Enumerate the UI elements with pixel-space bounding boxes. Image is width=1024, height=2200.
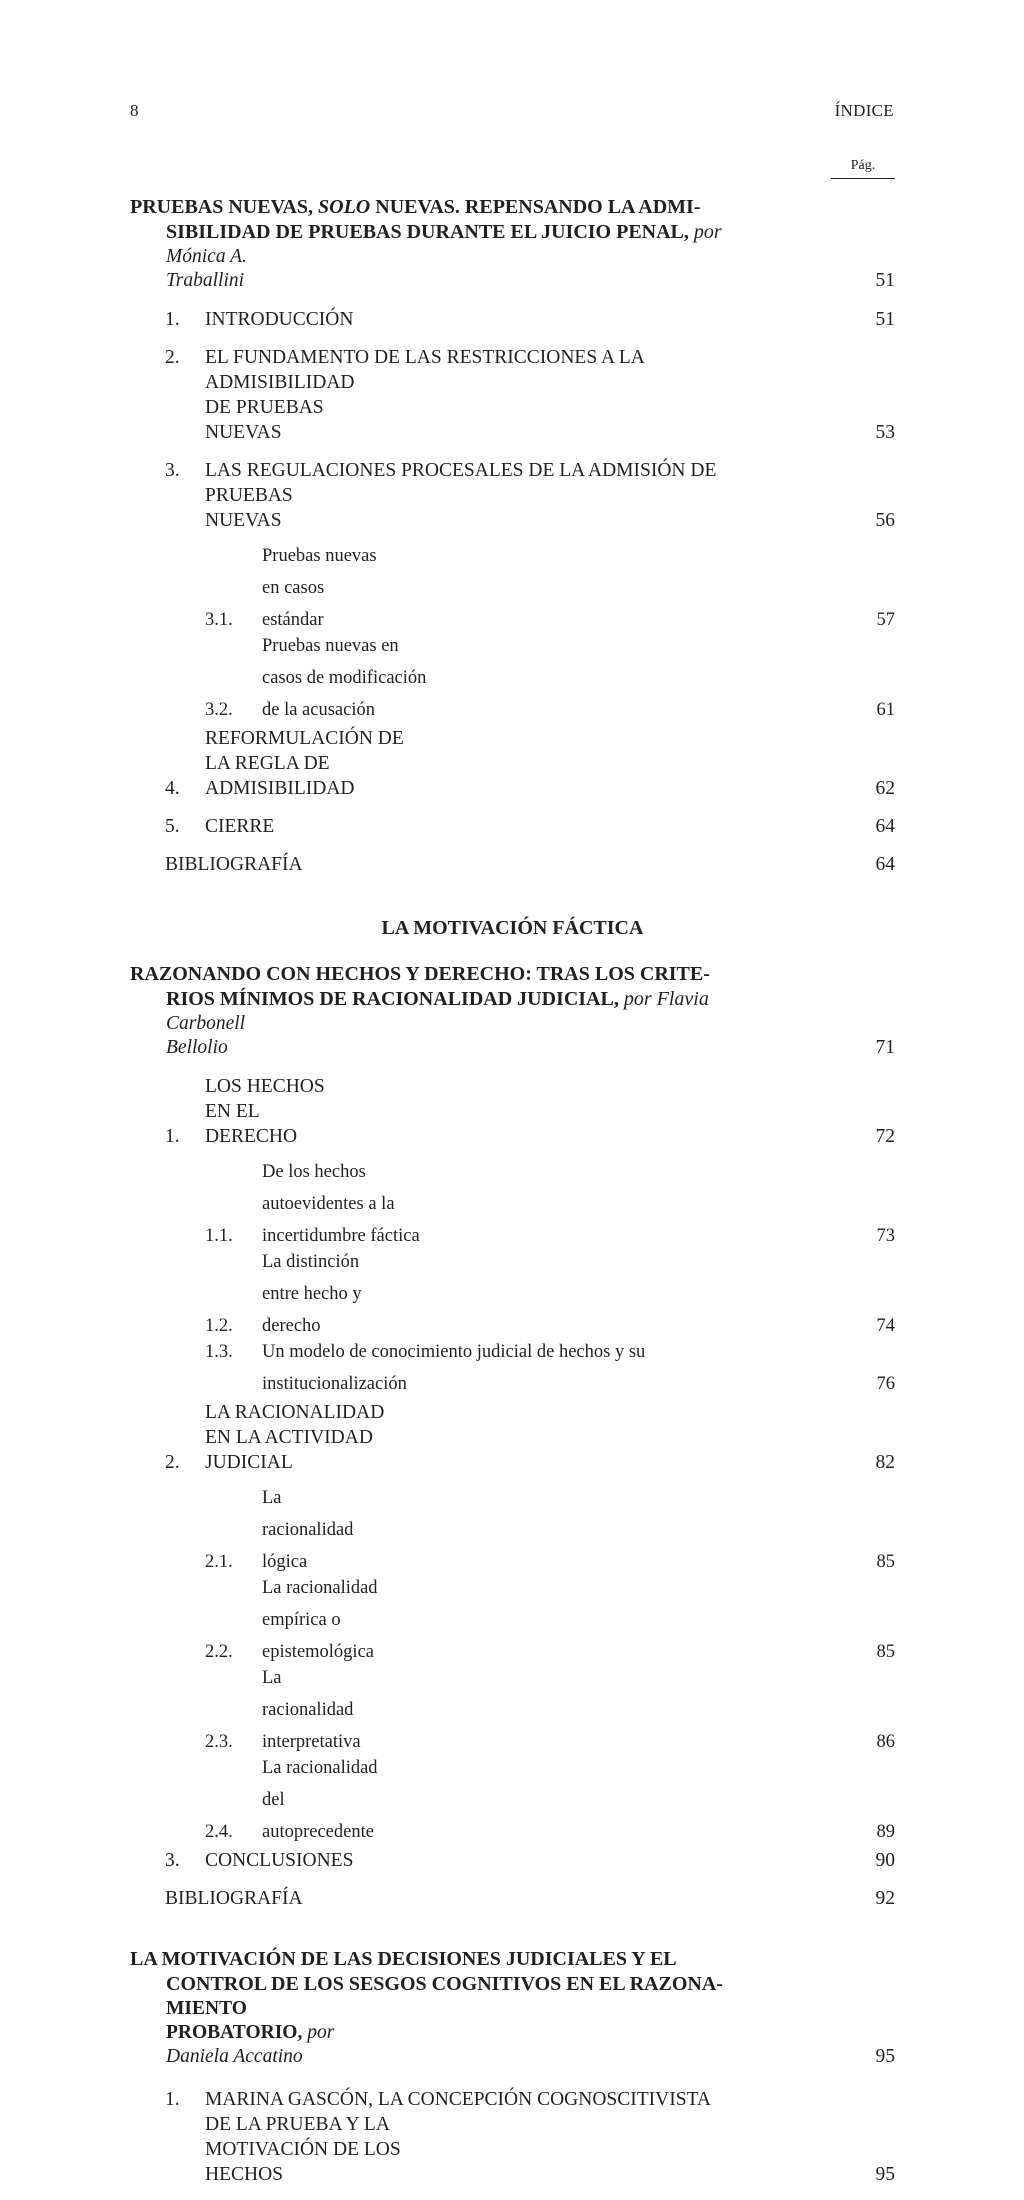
- page-ref: 57: [876, 610, 895, 630]
- toc-subentry[interactable]: [130, 630, 895, 726]
- entry-title: La racionalidad del autoprecedente: [262, 1758, 378, 1842]
- article-title-line: CONTROL DE LOS SESGOS COGNITIVOS EN EL RAZONA-: [166, 1973, 723, 1995]
- dot-leader: [383, 426, 822, 440]
- page-ref: 95: [875, 2164, 895, 2185]
- toc-entry-article[interactable]: [130, 245, 895, 293]
- toc-subentry[interactable]: [130, 1336, 895, 1400]
- dot-leader: [353, 1130, 822, 1144]
- section-heading: LA MOTIVACIÓN FÁCTICA: [381, 917, 644, 939]
- entry-number: 1.2.: [205, 1316, 233, 1336]
- entry-number: 2.: [165, 1452, 180, 1473]
- table-of-contents: [130, 195, 895, 2200]
- entry-number: 1.: [165, 1126, 180, 1147]
- entry-number: 2.2.: [205, 1642, 233, 1662]
- page-ref: 85: [876, 1552, 895, 1572]
- entry-title: LA RACIONALIDAD EN LA ACTIVIDAD JUDICIAL: [205, 1402, 385, 1473]
- page-ref: 86: [876, 1732, 895, 1752]
- toc-entry[interactable]: [130, 1074, 895, 1149]
- toc-entry[interactable]: [130, 307, 895, 332]
- entry-title: De los hechos autoevidentes a la incertidumbre fáctica: [262, 1162, 420, 1246]
- entry-title: Pruebas nuevas en casos de modificación de la acusación: [262, 636, 427, 720]
- article-title-line: RAZONANDO CON HECHOS Y DERECHO: TRAS LOS CRITE-: [130, 963, 710, 985]
- page-column-label: Pág.: [831, 158, 895, 179]
- page-number: 8: [130, 101, 139, 120]
- page-ref: 56: [875, 510, 895, 531]
- dot-leader: [270, 274, 822, 288]
- page-ref: 82: [875, 1452, 895, 1473]
- entry-number: 1.: [165, 309, 180, 330]
- entry-number: 2.4.: [205, 1822, 233, 1842]
- dot-leader: [355, 1559, 822, 1573]
- entry-title: La racionalidad interpretativa: [262, 1668, 361, 1752]
- article-title-line: PRUEBAS NUEVAS, SOLO NUEVAS. REPENSANDO LA ADMI-: [130, 196, 701, 218]
- entry-title: CIERRE: [205, 816, 275, 837]
- article-author: Mónica A. Traballini: [166, 246, 247, 291]
- entry-number: 2.: [165, 347, 180, 368]
- entry-number: 3.: [165, 1850, 180, 1871]
- toc-article: [130, 195, 895, 293]
- running-title: ÍNDICE: [834, 101, 894, 120]
- toc-subentry[interactable]: [130, 1156, 895, 1252]
- toc-article: [130, 962, 895, 1060]
- dot-leader: [306, 514, 822, 528]
- toc-entry-bibliography[interactable]: [130, 852, 895, 877]
- entry-title: LOS HECHOS EN EL DERECHO: [205, 1076, 325, 1147]
- entry-title: INTRODUCCIÓN: [205, 309, 354, 330]
- toc-entry[interactable]: [130, 458, 895, 533]
- toc-entry[interactable]: [130, 2087, 895, 2187]
- entry-number: 1.3.: [205, 1342, 233, 1362]
- toc-entry[interactable]: [130, 814, 895, 839]
- entry-title: La distinción entre hecho y derecho: [262, 1252, 362, 1336]
- dot-leader: [386, 617, 822, 631]
- dot-leader: [411, 1649, 822, 1663]
- page-ref: 64: [875, 816, 895, 837]
- dot-leader: [445, 707, 822, 721]
- toc-entry-article[interactable]: [130, 1997, 895, 2069]
- page-ref: 89: [876, 1822, 895, 1842]
- dot-leader: [420, 2168, 822, 2182]
- dot-leader: [305, 1892, 822, 1906]
- entry-number: 3.: [165, 460, 180, 481]
- page-ref: 85: [876, 1642, 895, 1662]
- entry-title: La racionalidad lógica: [262, 1488, 354, 1572]
- dot-leader: [370, 2050, 822, 2064]
- page-ref: 62: [875, 778, 895, 799]
- page-ref: 92: [875, 1888, 895, 1909]
- dot-leader: [276, 820, 822, 834]
- page-ref: 51: [875, 309, 895, 330]
- dot-leader: [375, 1739, 822, 1753]
- toc-subentry[interactable]: [130, 1752, 895, 1848]
- article-title-line: MIENTO PROBATORIO, por Daniela Accatino: [166, 1998, 335, 2067]
- article-title-line: LA MOTIVACIÓN DE LAS DECISIONES JUDICIALES Y EL: [130, 1948, 677, 1970]
- dot-leader: [424, 782, 822, 796]
- entry-title: La racionalidad empírica o epistemológica: [262, 1578, 378, 1662]
- entry-title: BIBLIOGRAFÍA: [165, 854, 303, 875]
- page-ref: 73: [876, 1226, 895, 1246]
- page-ref: 53: [875, 422, 895, 443]
- toc-subentry[interactable]: [130, 540, 895, 636]
- page-ref: 61: [876, 700, 895, 720]
- entry-title: EL FUNDAMENTO DE LAS RESTRICCIONES A LA: [205, 347, 645, 368]
- toc-entry[interactable]: [130, 1848, 895, 1873]
- dot-leader: [355, 1854, 822, 1868]
- entry-title: Un modelo de conocimiento judicial de hechos y su: [262, 1342, 646, 1362]
- dot-leader: [439, 1233, 822, 1247]
- dot-leader: [413, 1456, 822, 1470]
- article-author: Carbonell Bellolio: [166, 1013, 246, 1058]
- dot-leader: [305, 858, 822, 872]
- toc-subentry[interactable]: [130, 1482, 895, 1578]
- entry-number: 1.: [165, 2089, 180, 2110]
- entry-title: BIBLIOGRAFÍA: [165, 1888, 303, 1909]
- entry-number: 2.1.: [205, 1552, 233, 1572]
- entry-number: 5.: [165, 816, 180, 837]
- page-ref: 71: [875, 1037, 895, 1058]
- toc-entry[interactable]: [130, 726, 895, 801]
- toc-entry-bibliography[interactable]: [130, 1886, 895, 1911]
- page-ref: 90: [875, 1850, 895, 1871]
- dot-leader: [409, 1381, 822, 1395]
- toc-subentry[interactable]: [130, 1572, 895, 1668]
- entry-number: 2.3.: [205, 1732, 233, 1752]
- entry-title: CONCLUSIONES: [205, 1850, 354, 1871]
- toc-subentry[interactable]: [130, 1662, 895, 1758]
- entry-title: ADMISIBILIDAD DE PRUEBAS NUEVAS: [205, 372, 355, 443]
- dot-leader: [391, 1829, 822, 1843]
- entry-title: MARINA GASCÓN, LA CONCEPCIÓN COGNOSCITIVISTA: [205, 2089, 712, 2110]
- page-ref: 76: [876, 1374, 895, 1394]
- dot-leader: [261, 1041, 822, 1055]
- entry-title: PRUEBAS NUEVAS: [205, 485, 293, 531]
- entry-title: DE LA PRUEBA Y LA MOTIVACIÓN DE LOS HECHOS: [205, 2114, 401, 2185]
- toc-entry[interactable]: [130, 1400, 895, 1475]
- entry-number: 3.2.: [205, 700, 233, 720]
- dot-leader: [393, 1323, 822, 1337]
- toc-entry-article[interactable]: [130, 1012, 895, 1060]
- page-ref: 51: [875, 270, 895, 291]
- entry-number: 1.1.: [205, 1226, 233, 1246]
- toc-entry[interactable]: [130, 345, 895, 445]
- toc-subentry[interactable]: [130, 1246, 895, 1342]
- entry-number: 3.1.: [205, 610, 233, 630]
- article-title-line: RIOS MÍNIMOS DE RACIONALIDAD JUDICIAL, por Flavia: [166, 988, 709, 1010]
- entry-title: REFORMULACIÓN DE LA REGLA DE ADMISIBILIDAD: [205, 728, 404, 799]
- entry-title: institucionalización: [262, 1374, 407, 1394]
- entry-title: Pruebas nuevas en casos estándar: [262, 546, 377, 630]
- page-ref: 64: [875, 854, 895, 875]
- article-title-line: SIBILIDAD DE PRUEBAS DURANTE EL JUICIO PENAL, por: [166, 221, 722, 243]
- page-ref: 95: [875, 2046, 895, 2067]
- dot-leader: [355, 313, 822, 327]
- page-ref: 74: [876, 1316, 895, 1336]
- entry-title: LAS REGULACIONES PROCESALES DE LA ADMISIÓN DE: [205, 460, 717, 481]
- page-ref: 72: [875, 1126, 895, 1147]
- toc-article: [130, 1947, 895, 2069]
- entry-number: 4.: [165, 778, 180, 799]
